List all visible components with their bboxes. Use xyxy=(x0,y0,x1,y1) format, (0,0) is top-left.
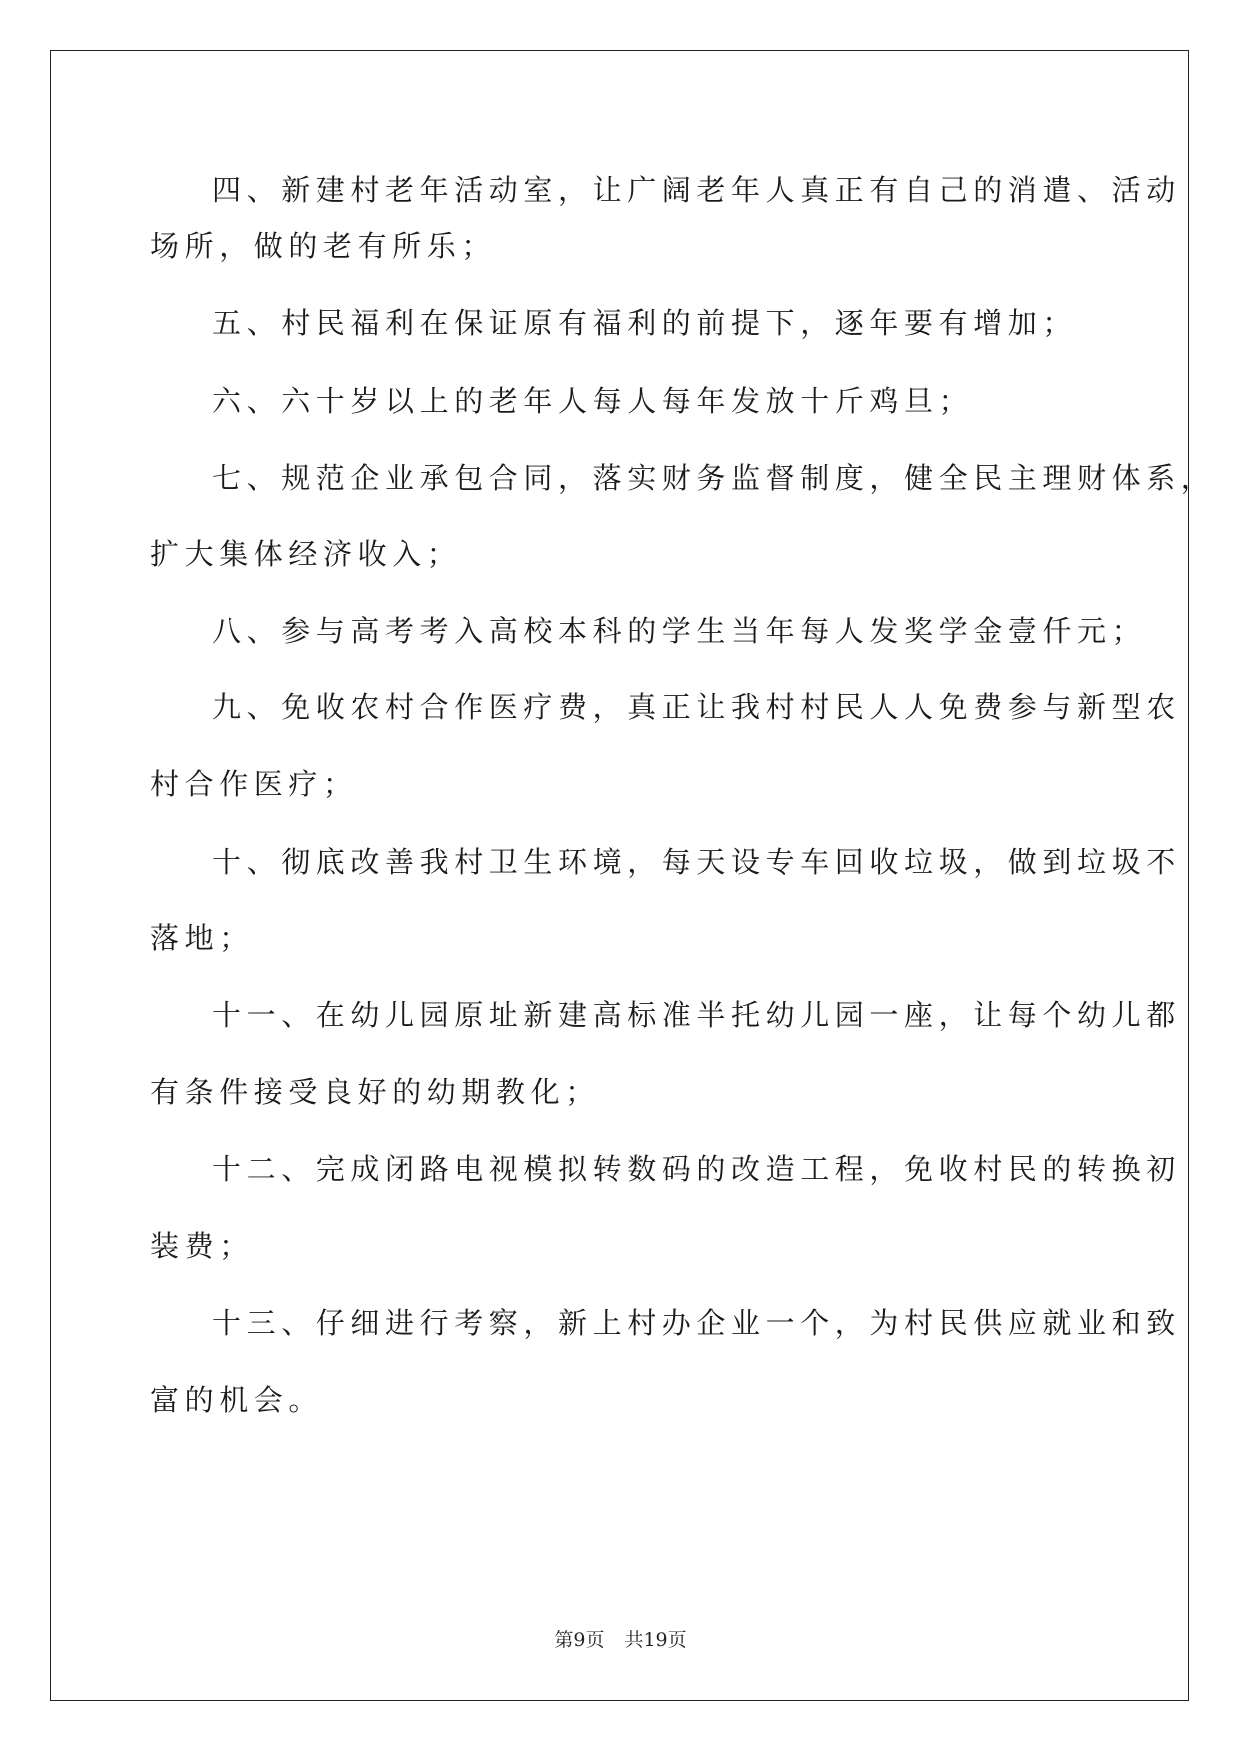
paragraph-11-line-2: 有条件接受良好的幼期教化； xyxy=(150,1075,600,1109)
paragraph-11-line-1: 十一、在幼儿园原址新建高标准半托幼儿园一座，让每个幼儿都 xyxy=(212,998,1181,1032)
paragraph-10-line-1: 十、彻底改善我村卫生环境，每天设专车回收垃圾，做到垃圾不 xyxy=(212,845,1181,879)
paragraph-9-line-2: 村合作医疗； xyxy=(150,767,358,801)
page-number-total: 共19页 xyxy=(624,1629,687,1651)
paragraph-12-line-2: 装费； xyxy=(150,1229,254,1263)
paragraph-13-line-2: 富的机会。 xyxy=(150,1383,324,1417)
paragraph-4-line-2: 场所，做的老有所乐； xyxy=(150,229,497,263)
paragraph-7-line-1: 七、规范企业承包合同，落实财务监督制度，健全民主理财体系， xyxy=(212,461,1216,495)
page-footer xyxy=(0,1625,1241,1652)
paragraph-13-line-1: 十三、仔细进行考察，新上村办企业一个，为村民供应就业和致 xyxy=(212,1306,1181,1340)
page-number-current: 第9页 xyxy=(554,1629,605,1651)
paragraph-8-line-1: 八、参与高考考入高校本科的学生当年每人发奖学金壹仟元； xyxy=(212,614,1147,648)
paragraph-10-line-2: 落地； xyxy=(150,921,254,955)
paragraph-12-line-1: 十二、完成闭路电视模拟转数码的改造工程，免收村民的转换初 xyxy=(212,1152,1181,1186)
paragraph-7-line-2: 扩大集体经济收入； xyxy=(150,537,462,571)
paragraph-6-line-1: 六、六十岁以上的老年人每人每年发放十斤鸡旦； xyxy=(212,384,974,418)
paragraph-5-line-1: 五、村民福利在保证原有福利的前提下，逐年要有增加； xyxy=(212,306,1078,340)
paragraph-4-line-1: 四、新建村老年活动室，让广阔老年人真正有自己的消遣、活动 xyxy=(212,173,1181,207)
paragraph-9-line-1: 九、免收农村合作医疗费，真正让我村村民人人免费参与新型农 xyxy=(212,690,1181,724)
